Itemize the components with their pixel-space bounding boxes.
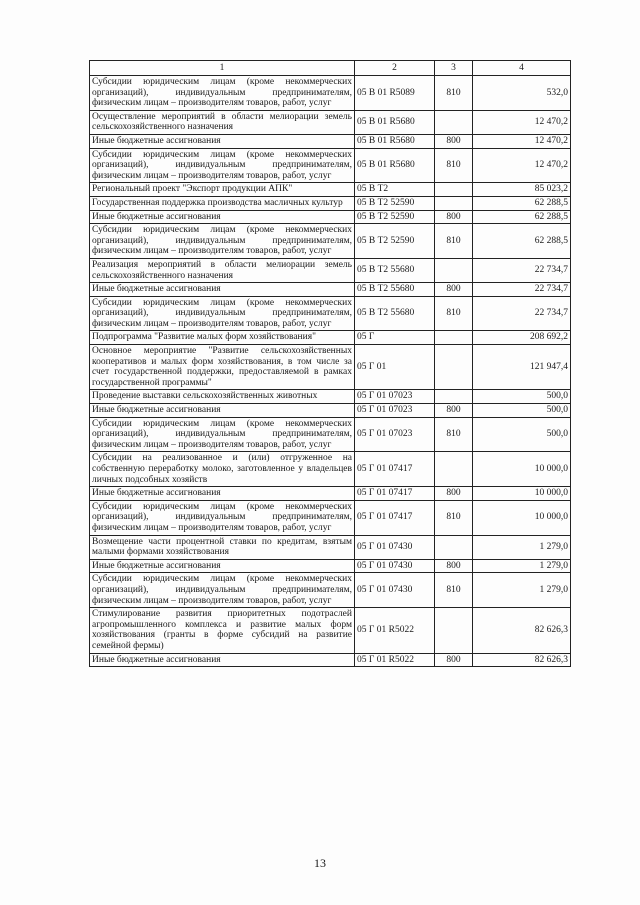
row-name-cell: Иные бюджетные ассигнования xyxy=(90,134,355,148)
row-amount-cell: 208 692,2 xyxy=(473,331,571,345)
row-name-cell: Субсидии юридическим лицам (кроме некоммерческих организаций), индивидуальным предпринимателям, физическим лицам – производителям товаров, работ, услуг xyxy=(90,417,355,452)
row-name-cell: Подпрограмма "Развитие малых форм хозяйствования" xyxy=(90,331,355,345)
table-row xyxy=(90,653,571,667)
row-amount-cell: 62 288,5 xyxy=(473,210,571,224)
row-code-cell: 05 Г xyxy=(355,331,435,345)
row-name-cell: Субсидии юридическим лицам (кроме некоммерческих организаций), индивидуальным предпринимателям, физическим лицам – производителям товаров, работ, услуг xyxy=(90,224,355,259)
table-row xyxy=(90,390,571,404)
table-row xyxy=(90,224,571,259)
table-row xyxy=(90,535,571,559)
row-kind-cell: 810 xyxy=(435,76,473,111)
row-name-cell: Субсидии юридическим лицам (кроме некоммерческих организаций), индивидуальным предпринимателям, физическим лицам – производителям товаров, работ, услуг xyxy=(90,500,355,535)
row-name-cell: Региональный проект "Экспорт продукции АПК" xyxy=(90,183,355,197)
table-row xyxy=(90,559,571,573)
row-kind-cell: 800 xyxy=(435,210,473,224)
row-kind-cell: 810 xyxy=(435,296,473,331)
table-row xyxy=(90,331,571,345)
row-amount-cell: 12 470,2 xyxy=(473,148,571,183)
row-amount-cell: 10 000,0 xyxy=(473,500,571,535)
row-amount-cell: 532,0 xyxy=(473,76,571,111)
table-row xyxy=(90,345,571,390)
row-amount-cell: 62 288,5 xyxy=(473,224,571,259)
table-row xyxy=(90,452,571,487)
row-kind-cell xyxy=(435,183,473,197)
row-kind-cell: 810 xyxy=(435,148,473,183)
row-name-cell: Иные бюджетные ассигнования xyxy=(90,210,355,224)
row-code-cell: 05 В Т2 52590 xyxy=(355,224,435,259)
row-code-cell: 05 В Т2 55680 xyxy=(355,283,435,297)
row-kind-cell: 800 xyxy=(435,404,473,418)
row-code-cell: 05 В 01 R5680 xyxy=(355,134,435,148)
row-code-cell: 05 В Т2 55680 xyxy=(355,296,435,331)
table-header-row xyxy=(90,61,571,76)
row-name-cell: Субсидии юридическим лицам (кроме некоммерческих организаций), индивидуальным предпринимателям, физическим лицам – производителям товаров, работ, услуг xyxy=(90,148,355,183)
table-row xyxy=(90,148,571,183)
row-code-cell: 05 В 01 R5680 xyxy=(355,148,435,183)
table-row xyxy=(90,210,571,224)
row-code-cell: 05 Г 01 07430 xyxy=(355,559,435,573)
row-code-cell: 05 Г 01 xyxy=(355,345,435,390)
row-kind-cell xyxy=(435,608,473,653)
row-code-cell: 05 В 01 R5089 xyxy=(355,76,435,111)
row-kind-cell xyxy=(435,535,473,559)
row-name-cell: Проведение выставки сельскохозяйственных животных xyxy=(90,390,355,404)
row-kind-cell: 800 xyxy=(435,653,473,667)
header-cell: 3 xyxy=(435,61,473,76)
row-name-cell: Основное мероприятие "Развитие сельскохозяйственных кооперативов и малых форм хозяйствования, в том числе за счет государственной поддержки, предоставляемой в рамках государственной программы" xyxy=(90,345,355,390)
row-code-cell: 05 Г 01 07417 xyxy=(355,487,435,501)
table-row xyxy=(90,573,571,608)
row-kind-cell: 800 xyxy=(435,283,473,297)
row-code-cell: 05 Г 01 07023 xyxy=(355,390,435,404)
table-row xyxy=(90,134,571,148)
row-kind-cell xyxy=(435,390,473,404)
row-amount-cell: 500,0 xyxy=(473,417,571,452)
row-name-cell: Иные бюджетные ассигнования xyxy=(90,487,355,501)
row-code-cell: 05 Г 01 07430 xyxy=(355,535,435,559)
row-name-cell: Иные бюджетные ассигнования xyxy=(90,653,355,667)
table-row xyxy=(90,110,571,134)
row-kind-cell xyxy=(435,196,473,210)
row-name-cell: Возмещение части процентной ставки по кредитам, взятым малыми формами хозяйствования xyxy=(90,535,355,559)
row-code-cell: 05 Г 01 07023 xyxy=(355,417,435,452)
header-cell: 4 xyxy=(473,61,571,76)
row-kind-cell: 810 xyxy=(435,224,473,259)
row-kind-cell: 800 xyxy=(435,134,473,148)
row-kind-cell xyxy=(435,345,473,390)
budget-table-body xyxy=(90,61,571,667)
table-row xyxy=(90,296,571,331)
table-row xyxy=(90,608,571,653)
row-name-cell: Иные бюджетные ассигнования xyxy=(90,283,355,297)
row-kind-cell xyxy=(435,331,473,345)
row-code-cell: 05 Г 01 07430 xyxy=(355,573,435,608)
row-kind-cell xyxy=(435,452,473,487)
table-row xyxy=(90,283,571,297)
table-row xyxy=(90,500,571,535)
row-amount-cell: 500,0 xyxy=(473,404,571,418)
row-name-cell: Осуществление мероприятий в области мелиорации земель сельскохозяйственного назначения xyxy=(90,110,355,134)
row-amount-cell: 62 288,5 xyxy=(473,196,571,210)
row-amount-cell: 10 000,0 xyxy=(473,487,571,501)
row-kind-cell: 810 xyxy=(435,500,473,535)
row-name-cell: Субсидии юридическим лицам (кроме некоммерческих организаций), индивидуальным предпринимателям, физическим лицам – производителям товаров, работ, услуг xyxy=(90,76,355,111)
row-code-cell: 05 Г 01 07417 xyxy=(355,500,435,535)
row-name-cell: Реализация мероприятий в области мелиорации земель сельскохозяйственного назначения xyxy=(90,258,355,282)
row-name-cell: Государственная поддержка производства масличных культур xyxy=(90,196,355,210)
row-code-cell: 05 Г 01 07023 xyxy=(355,404,435,418)
row-name-cell: Субсидии юридическим лицам (кроме некоммерческих организаций), индивидуальным предпринимателям, физическим лицам – производителям товаров, работ, услуг xyxy=(90,573,355,608)
row-name-cell: Стимулирование развития приоритетных подотраслей агропромышленного комплекса и развитие малых форм хозяйствования (гранты в форме субсидий на развитие семейной фермы) xyxy=(90,608,355,653)
row-code-cell: 05 В Т2 xyxy=(355,183,435,197)
row-amount-cell: 1 279,0 xyxy=(473,559,571,573)
header-cell: 2 xyxy=(355,61,435,76)
row-name-cell: Иные бюджетные ассигнования xyxy=(90,404,355,418)
row-amount-cell: 500,0 xyxy=(473,390,571,404)
row-kind-cell xyxy=(435,110,473,134)
row-code-cell: 05 Г 01 R5022 xyxy=(355,653,435,667)
table-row xyxy=(90,404,571,418)
row-kind-cell: 810 xyxy=(435,417,473,452)
row-amount-cell: 121 947,4 xyxy=(473,345,571,390)
row-amount-cell: 22 734,7 xyxy=(473,258,571,282)
row-amount-cell: 82 626,3 xyxy=(473,653,571,667)
row-kind-cell xyxy=(435,258,473,282)
table-row xyxy=(90,487,571,501)
row-amount-cell: 1 279,0 xyxy=(473,535,571,559)
header-cell: 1 xyxy=(90,61,355,76)
row-name-cell: Субсидии на реализованное и (или) отгруженное на собственную переработку молоко, заготовленное у владельцев личных подсобных хозяйств xyxy=(90,452,355,487)
row-code-cell: 05 В 01 R5680 xyxy=(355,110,435,134)
table-row xyxy=(90,258,571,282)
row-code-cell: 05 В Т2 52590 xyxy=(355,210,435,224)
row-amount-cell: 10 000,0 xyxy=(473,452,571,487)
row-amount-cell: 22 734,7 xyxy=(473,283,571,297)
table-row xyxy=(90,417,571,452)
row-amount-cell: 85 023,2 xyxy=(473,183,571,197)
row-name-cell: Субсидии юридическим лицам (кроме некоммерческих организаций), индивидуальным предпринимателям, физическим лицам – производителям товаров, работ, услуг xyxy=(90,296,355,331)
table-row xyxy=(90,183,571,197)
row-kind-cell: 810 xyxy=(435,573,473,608)
row-name-cell: Иные бюджетные ассигнования xyxy=(90,559,355,573)
row-code-cell: 05 В Т2 52590 xyxy=(355,196,435,210)
row-amount-cell: 12 470,2 xyxy=(473,110,571,134)
budget-table xyxy=(89,60,571,667)
row-amount-cell: 22 734,7 xyxy=(473,296,571,331)
row-amount-cell: 1 279,0 xyxy=(473,573,571,608)
row-amount-cell: 12 470,2 xyxy=(473,134,571,148)
row-kind-cell: 800 xyxy=(435,487,473,501)
table-row xyxy=(90,76,571,111)
table-row xyxy=(90,196,571,210)
row-code-cell: 05 В Т2 55680 xyxy=(355,258,435,282)
row-kind-cell: 800 xyxy=(435,559,473,573)
page-number: 13 xyxy=(314,856,326,870)
row-code-cell: 05 Г 01 R5022 xyxy=(355,608,435,653)
row-code-cell: 05 Г 01 07417 xyxy=(355,452,435,487)
row-amount-cell: 82 626,3 xyxy=(473,608,571,653)
